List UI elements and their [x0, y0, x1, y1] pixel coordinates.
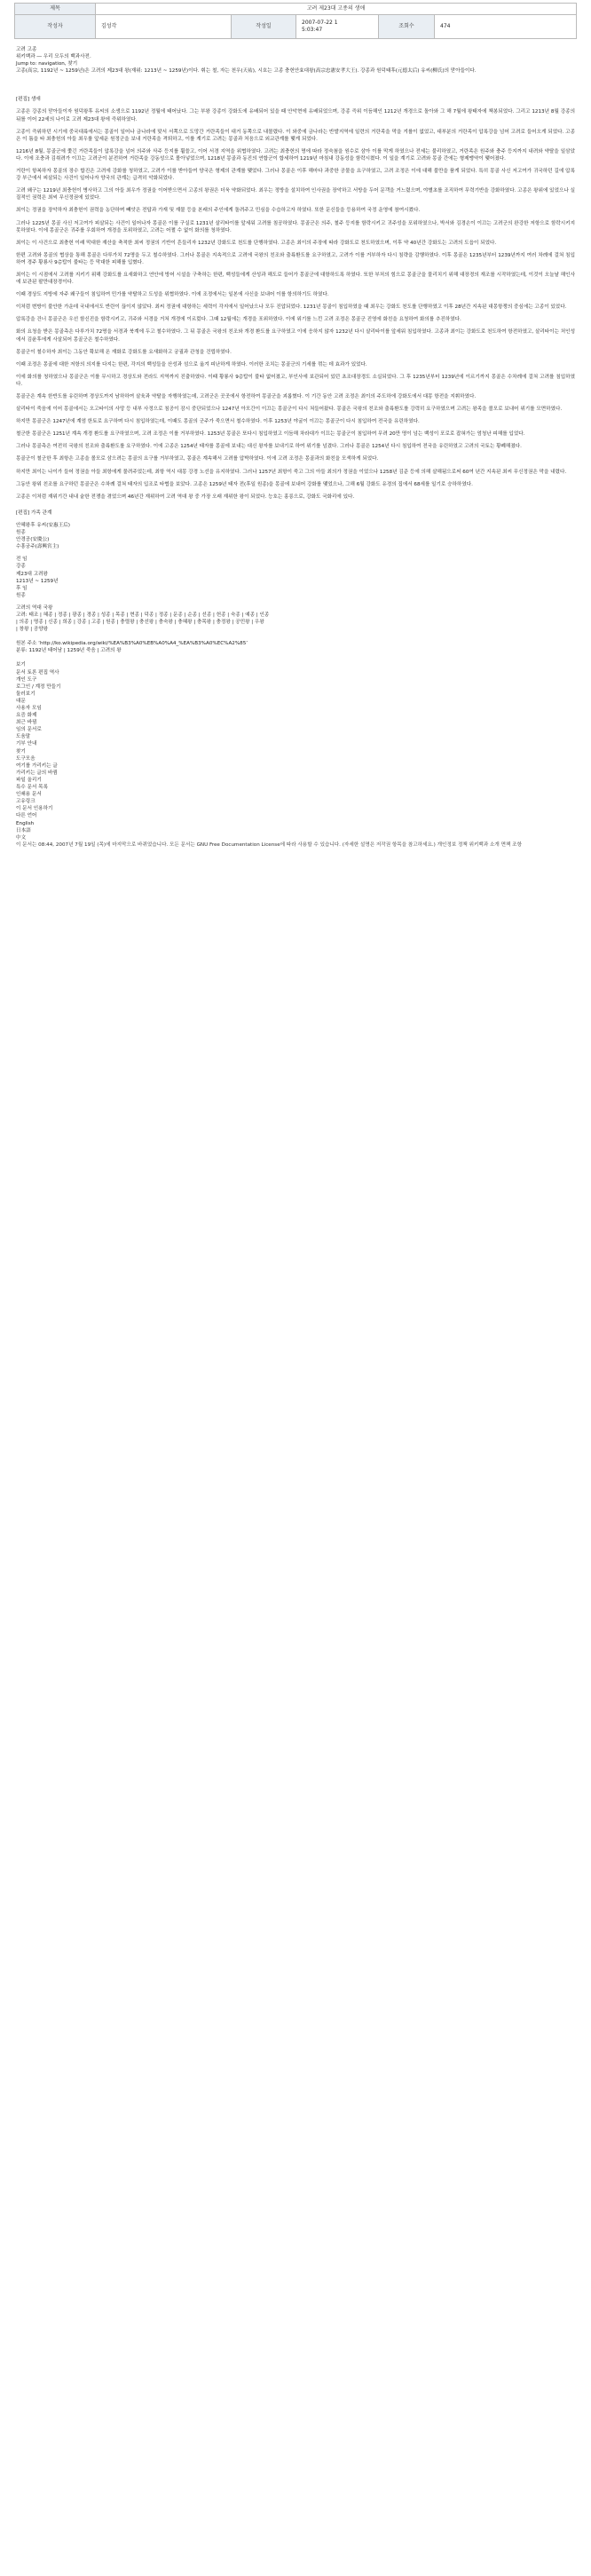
article-paragraph: 거란이 항복하자 몽골의 장수 합진은 고려에 강화를 청하였고, 고려가 이를 받아들여 양국은 형제의 관계를 맺었다. 그러나 몽골은 이후 해마다 과중한 공물을 요구하였고, 고려 조정은 이에 대해 불만을 품게 되었다. 특히 몽골 사신 저고여가 귀국하던 길에 압록강 부근에서 피살되는 사건이 일어나자 양국의 관계는 급격히 악화되었다.	[16, 169, 575, 182]
post-subject: 고려 제23대 고종의 생애	[96, 4, 577, 15]
article-paragraph: 철군한 몽골군은 1251년 계속 개경 환도를 요구하였으며, 고려 조정은 이를 거부하였다. 1253년 몽골은 또다시 침입하였고 이듬해 차라대가 이끄는 몽골군이 침입하여 무려 20만 명이 넘는 백성이 포로로 잡혀가는 엄청난 피해를 입었다.	[16, 431, 525, 438]
post-views: 474	[435, 15, 577, 39]
family-item: 안혜왕후 유씨(安惠王后)	[16, 522, 70, 528]
sidebar-link[interactable]: 최근 바뀜	[16, 720, 37, 726]
subject-label: 제목	[15, 4, 96, 15]
article-paragraph: 그러나 몽골측은 여전히 국왕의 친조와 출륙환도를 요구하였다. 이에 고종은 1254년 태자를 몽골에 보내는 대신 왕자를 보내기로 하여 위기를 넘겼다. 그러나 몽골은 1254년 다시 침입하여 전국을 유린하였고 고려의 국토는 황폐해졌다.	[16, 444, 522, 450]
article-paragraph: 이에 화의를 청하였으나 몽골군은 이를 무시하고 경상도와 전라도 지역까지 진출하였다. 이때 황룡사 9층탑이 불타 없어졌고, 부인사에 보관되어 있던 초조대장경도 소실되었다. 그 후 1235년부터 1239년에 이르기까지 몽골은 수차례에 걸쳐 고려를 침입하였다.	[16, 374, 575, 387]
sidebar-link[interactable]: 가리키는 글의 바뀜	[16, 770, 58, 776]
article-intro	[16, 46, 575, 75]
article-paragraph: 한편 고려와 몽골의 협상을 통해 몽골은 다루가치 72명을 두고 철수하였다. 그러나 몽골은 지속적으로 고려에 국왕의 친조와 출륙환도를 요구하였고, 고려가 이를 거부하자 다시 침략을 감행하였다. 이후 몽골은 1235년부터 1239년까지 여러 차례에 걸쳐 침입하여 경주 황룡사 9층탑이 불타는 등 막대한 피해를 입혔다.	[16, 252, 575, 265]
sidebar-link[interactable]: 고유링크	[16, 799, 35, 805]
article-lead: 고종(高宗, 1192년 ~ 1259년)은 고려의 제23대 왕(재위: 1213년 ~ 1259년)이다. 휘는 철, 자는 천우(天祐), 시호는 고종 충헌안효대왕(高宗忠憲安孝大王). 강종과 원덕태후(元德太后) 유씨(柳氏)의 맏아들이다.	[16, 68, 477, 75]
sidebar-link[interactable]: 日本語	[16, 827, 31, 834]
source-block	[16, 640, 575, 654]
sidebar-link[interactable]: 보기	[16, 662, 26, 668]
article-title: 고려 고종	[16, 47, 37, 52]
sidebar-link[interactable]: 도구모음	[16, 755, 35, 762]
sidebar-link[interactable]: 파일 올리기	[16, 777, 42, 783]
succession-line: 강종	[16, 564, 26, 570]
article-paragraph: 고종이 즉위하던 시기에 중국대륙에서는 몽골이 일어나 금나라에 맞서 서쪽으로 도망간 거란족들이 대거 동쪽으로 내몰렸다. 이 와중에 금나라는 반발지역에 일련의 거란족을 막을 겨를이 없었고, 대부분의 거란족이 압록강을 넘어 고려로 들어오게 되었다. 고종은 이 틈을 타 최충헌의 아들 최우를 앞세운 원정군을 보내 거란족을 격퇴하고, 이를 계기로 고려는 몽골과 처음으로 외교관계를 맺게 되었다.	[16, 129, 575, 142]
navbox-line[interactable]: | 창왕 | 공양왕	[16, 627, 49, 633]
article-paragraphs	[16, 108, 575, 500]
sidebar-link[interactable]: 인쇄용 문서	[16, 792, 42, 798]
sidebar-link[interactable]: 기부 안내	[16, 741, 37, 747]
article-paragraph: 몽골군은 계속 한반도를 유린하며 경상도까지 남하하여 살육과 약탈을 자행하였는데, 고려군은 곳곳에서 항전하여 몽골군을 괴롭혔다. 이 기간 동안 고려 조정은 최이의 주도하에 강화도에서 대몽 항전을 지휘하였다.	[16, 394, 477, 399]
section-heading-family: [편집] 가족 관계	[16, 510, 52, 516]
family-item: 수흥궁주(壽興宮主)	[16, 544, 59, 550]
family-list	[16, 522, 575, 550]
sidebar-link[interactable]: 찾기	[16, 748, 26, 755]
family-item: 원종	[16, 530, 26, 536]
succession-line: 후 임	[16, 585, 28, 591]
sidebar-link[interactable]: 여기를 가리키는 글	[16, 763, 58, 769]
category-links[interactable]: 분류: 1192년 태어남 | 1259년 죽음 | 고려의 왕	[16, 648, 122, 654]
navbox-title: 고려의 역대 국왕	[16, 604, 53, 611]
navbox-line[interactable]: | 의종 | 명종 | 신종 | 희종 | 강종 | 고종 | 원종 | 충렬왕 | 충선왕 | 충숙왕 | 충혜왕 | 충목왕 | 충정왕 | 공민왕 | 우왕	[16, 620, 264, 626]
sidebar-link[interactable]: 中文	[16, 834, 27, 841]
views-label: 조회수	[379, 15, 435, 39]
article-paragraph: 하지만 몽골군은 1247년에 계엄 한토로 요구하며 다시 침입하였는데, 이때도 몽골의 군주가 죽으면서 철수하였다. 이후 1253년 야굴이 이끄는 몽골군이 다시 침입하여 전국을 유린하였다.	[16, 419, 420, 425]
sidebar-link[interactable]: 둘러보기	[16, 691, 35, 697]
sidebar-link[interactable]: 대문	[16, 698, 26, 704]
author-label: 작성자	[15, 15, 96, 39]
article-paragraph: 살리타이 죽음에 이어 몽골에서는 오고타이의 사망 등 내부 사정으로 침공이 잠시 중단되었으나 1247년 아모간이 이끄는 몽골군이 다시 쳐들어왔다. 몽골은 국왕의 친조와 출륙환도를 강력히 요구하였으며 고려는 왕족을 볼모로 보내어 위기를 모면하였다.	[16, 407, 563, 413]
kings-navbox	[16, 604, 575, 633]
article-paragraph: 고종은 강종의 맏아들이자 원덕왕후 유씨의 소생으로 1192년 정월에 태어났다. 그는 부왕 강종이 강화도에 유배되어 있을 때 안악현에 유배되었으며, 강종 즉위 이듬해인 1212년 개경으로 돌아와 그 해 7월에 왕태자에 책봉되었다. 그리고 1213년 8월 강종의 뒤를 이어 22세의 나이로 고려 제23대 왕에 즉위하였다.	[16, 109, 575, 122]
article-paragraph: 최이는 정권을 장악하자 최충헌이 권력을 농단하며 빼앗은 전답과 가재 및 재물 등을 본래의 주인에게 돌려주고 민심을 수습하고자 하였다. 또한 문신들을 등용하여 국정 운영에 참여시켰다.	[16, 208, 421, 214]
article-paragraph: 그동안 왕위 친조를 요구하던 몽골군은 수차례 걸쳐 태자의 입조로 타협을 보았다. 고종은 1259년 태자 전(후일 원종)을 몽골에 보내어 강화를 맺었으나, 그해 6월 강화도 유경의 집에서 68세를 일기로 승하하였다.	[16, 481, 473, 487]
sidebar-links	[16, 661, 575, 841]
sidebar-link[interactable]: 다른 언어	[16, 813, 37, 819]
article-paragraph: 이처럼 변방이 불안한 가운데 국내에서도 반란이 끊이지 않았다. 최씨 정권에 대항하는 세력이 각지에서 일어났으나 모두 진압되었다. 1231년 몽골이 침입하였을 때 최우는 강화도 천도를 단행하였고 이후 28년간 지속된 대몽항쟁의 중심에는 고종이 있었다.	[16, 304, 567, 311]
article-paragraph: 몽골군이 철군한 후 최항은 고종을 볼모로 삼으려는 몽골의 요구를 거부하였고, 몽골은 계속해서 고려를 압박하였다. 이에 고려 조정은 몽골과의 화친을 모색하게 되었다.	[16, 456, 379, 462]
article-paragraph: 이때 경상도 지방에 자주 왜구들이 침입하여 민가를 약탈하고 도성을 위협하였다. 이에 조정에서는 일본에 사신을 보내어 이를 항의하기도 하였다.	[16, 292, 329, 298]
sidebar-link[interactable]: 로그인 / 계정 만들기	[16, 684, 61, 690]
post-meta-table	[14, 3, 577, 39]
article-paragraph: 고려 왜구는 1219년 최충헌이 병사하고 그의 아들 최우가 정권을 이어받으면서 고종의 왕권은 더욱 약화되었다. 최우는 정방을 설치하여 인사권을 장악하고 서방을 두어 문객을 거느렸으며, 야별초를 조직하여 무력기반을 강화하였다. 고종은 왕위에 있었으나 실질적인 권력은 최씨 무신정권에 있었다.	[16, 188, 575, 201]
succession-line: 1213년 ~ 1259년	[16, 578, 59, 584]
article-paragraph: 압록강을 건너 몽골군은 우선 함신진을 함락시키고, 귀주와 서경을 거쳐 개경에 이르렀다. 그때 12월에는 개경을 포위하였다. 이에 위기를 느낀 고려 조정은 몽골군 진영에 화친을 요청하여 화의를 추진하였다.	[16, 317, 461, 323]
article-paragraph: 최이는 이 시점에서 고려를 지키기 위해 강화도를 요새화하고 연안에 방어 시설을 구축하는 한편, 백성들에게 산성과 해도로 들어가 몽골군에 대항하도록 하였다. 또한 부처의 힘으로 몽골군을 물리치기 위해 대장경의 재조를 시작하였는데, 이것이 오늘날 해인사에 보관된 팔만대장경이다.	[16, 272, 575, 286]
jump-navigation[interactable]: Jump to: navigation, 찾기	[16, 61, 78, 67]
article-paragraph: 화의 요청을 받은 몽골측은 다루가치 72명을 서경과 북계에 두고 철수하였다. 그 뒤 몽골은 국왕의 친조와 개경 환도를 요구하였고 이에 응하지 않자 1232년 다시 살리타이를 앞세워 침입하였다. 고종과 최이는 강화도로 천도하여 항전하였고, 살리타이는 처인성에서 김윤후에게 사살되어 몽골군은 철수하였다.	[16, 329, 575, 343]
navbox-line[interactable]: 고려: 태조 | 혜종 | 정종 | 광종 | 경종 | 성종 | 목종 | 현종 | 덕종 | 정종 | 문종 | 순종 | 선종 | 헌종 | 숙종 | 예종 | 인종	[16, 612, 270, 618]
sidebar-link[interactable]: 도움말	[16, 734, 31, 740]
sidebar-link[interactable]: 요즘 화제	[16, 713, 37, 719]
sidebar-link[interactable]: 임의 문서로	[16, 727, 42, 733]
article-paragraph: 그러나 1225년 몽골 사신 저고여가 피살되는 사건이 일어나자 몽골은 이를 구실로 1231년 살리타이를 앞세워 고려를 침공하였다. 몽골군은 의주, 철주 등지를 함락시키고 귀주성을 포위하였으나, 박서와 김경손이 이끄는 고려군의 완강한 저항으로 함락시키지 못하였다. 이에 몽골군은 귀주를 우회하여 개경을 포위하였고, 고려는 어쩔 수 없이 화의를 청하였다.	[16, 220, 575, 233]
post-author: 김성각	[96, 15, 232, 39]
sidebar-link[interactable]: English	[16, 820, 35, 826]
post-body	[14, 39, 577, 849]
succession-box	[16, 556, 575, 599]
article-paragraph: 고종은 이처럼 재위기간 내내 숱한 전쟁을 겪었으며 46년간 재위하여 고려 역대 왕 중 가장 오래 재위한 왕이 되었다. 능호는 홍릉으로, 강화도 국화리에 있다.	[16, 494, 355, 500]
section-heading-life: [편집] 생애	[16, 97, 41, 103]
article-paragraph: 1216년 8월, 몽골군에 쫓긴 거란족들이 압록강을 넘어 의주와 삭주 등지를 휩쓸고, 이어 서경 지역을 위협하였다. 고려는 최충헌의 명에 따라 정숙첨을 원수로 삼아 이를 막게 하였으나 전세는 불리하였고, 거란족은 원주와 충주 등지까지 내려와 약탈을 일삼았다. 이에 조충과 김취려가 이끄는 고려군이 분전하여 거란족을 강동성으로 몰아넣었으며, 1218년 몽골과 동진의 연합군이 합세하여 1219년 마침내 강동성을 함락시켰다. 이 일을 계기로 고려와 몽골 간에는 형제맹약이 맺어졌다.	[16, 148, 575, 162]
page-footer: 이 문서는 08:44, 2007년 7월 19일 (목)에 마지막으로 바뀌었습니다. 모든 문서는 GNU Free Documentation License에 따라 사용할 수 있습니다. (자세한 설명은 저작권 항목을 참고하세요.) 개인정보 정책 위키백과 소개 면책 조항	[16, 842, 522, 848]
family-item: 안경공(安慶公)	[16, 537, 50, 543]
source-url: 원본 주소 ‘http://ko.wikipedia.org/wiki/%EA%B3%A0%EB%A0%A4_%EA%B3%A0%EC%A2%85’	[16, 641, 248, 647]
sidebar-link[interactable]: 사용자 모임	[16, 706, 42, 711]
sidebar-link[interactable]: 문서 토론 편집 역사	[16, 669, 59, 676]
sidebar-link[interactable]: 개인 도구	[16, 676, 37, 683]
succession-line: 원종	[16, 592, 26, 598]
sidebar-link[interactable]: 특수 문서 목록	[16, 785, 48, 791]
article-paragraph: 하지만 최이는 나이가 들어 정권을 아들 최항에게 물려주었는데, 최항 역시 대몽 강경 노선을 유지하였다. 그러나 1257년 최항이 죽고 그의 아들 최의가 정권을 이었으나 1258년 김준 등에 의해 살해됨으로써 60여 년간 지속된 최씨 무신정권은 막을 내렸다.	[16, 469, 567, 475]
post-view	[14, 3, 577, 849]
date-label: 작성일	[232, 15, 296, 39]
succession-line: 제23대 고려왕	[16, 571, 48, 577]
sidebar-link[interactable]: 이 문서 인용하기	[16, 806, 53, 812]
article-paragraph: 몽골군이 철수하자 최이는 그동안 확보해 온 재화로 강화도를 요새화하고 궁궐과 관청을 건립하였다.	[16, 349, 232, 355]
article-paragraph: 이때 조정은 몽골에 대한 저항의 의지를 다지는 한편, 각지의 백성들을 산성과 섬으로 옮겨 피난하게 하였다. 이러한 조치는 몽골군의 기세를 꺾는 데 효과가 있었다.	[16, 361, 367, 367]
post-date: 2007-07-22 1 5:03:47	[296, 15, 379, 39]
article-paragraph: 최이는 이 사건으로 최충헌 이래 막대한 재산을 축적한 최씨 정권의 기반이 흔들리자 1232년 강화도로 천도를 단행하였다. 고종은 최이의 주장에 따라 강화도로 천도하였으며, 이후 약 40년간 강화도는 고려의 도읍이 되었다.	[16, 240, 497, 246]
succession-line: 전 임	[16, 557, 28, 563]
article-source-line: 위키백과 ― 우리 모두의 백과사전.	[16, 54, 91, 60]
